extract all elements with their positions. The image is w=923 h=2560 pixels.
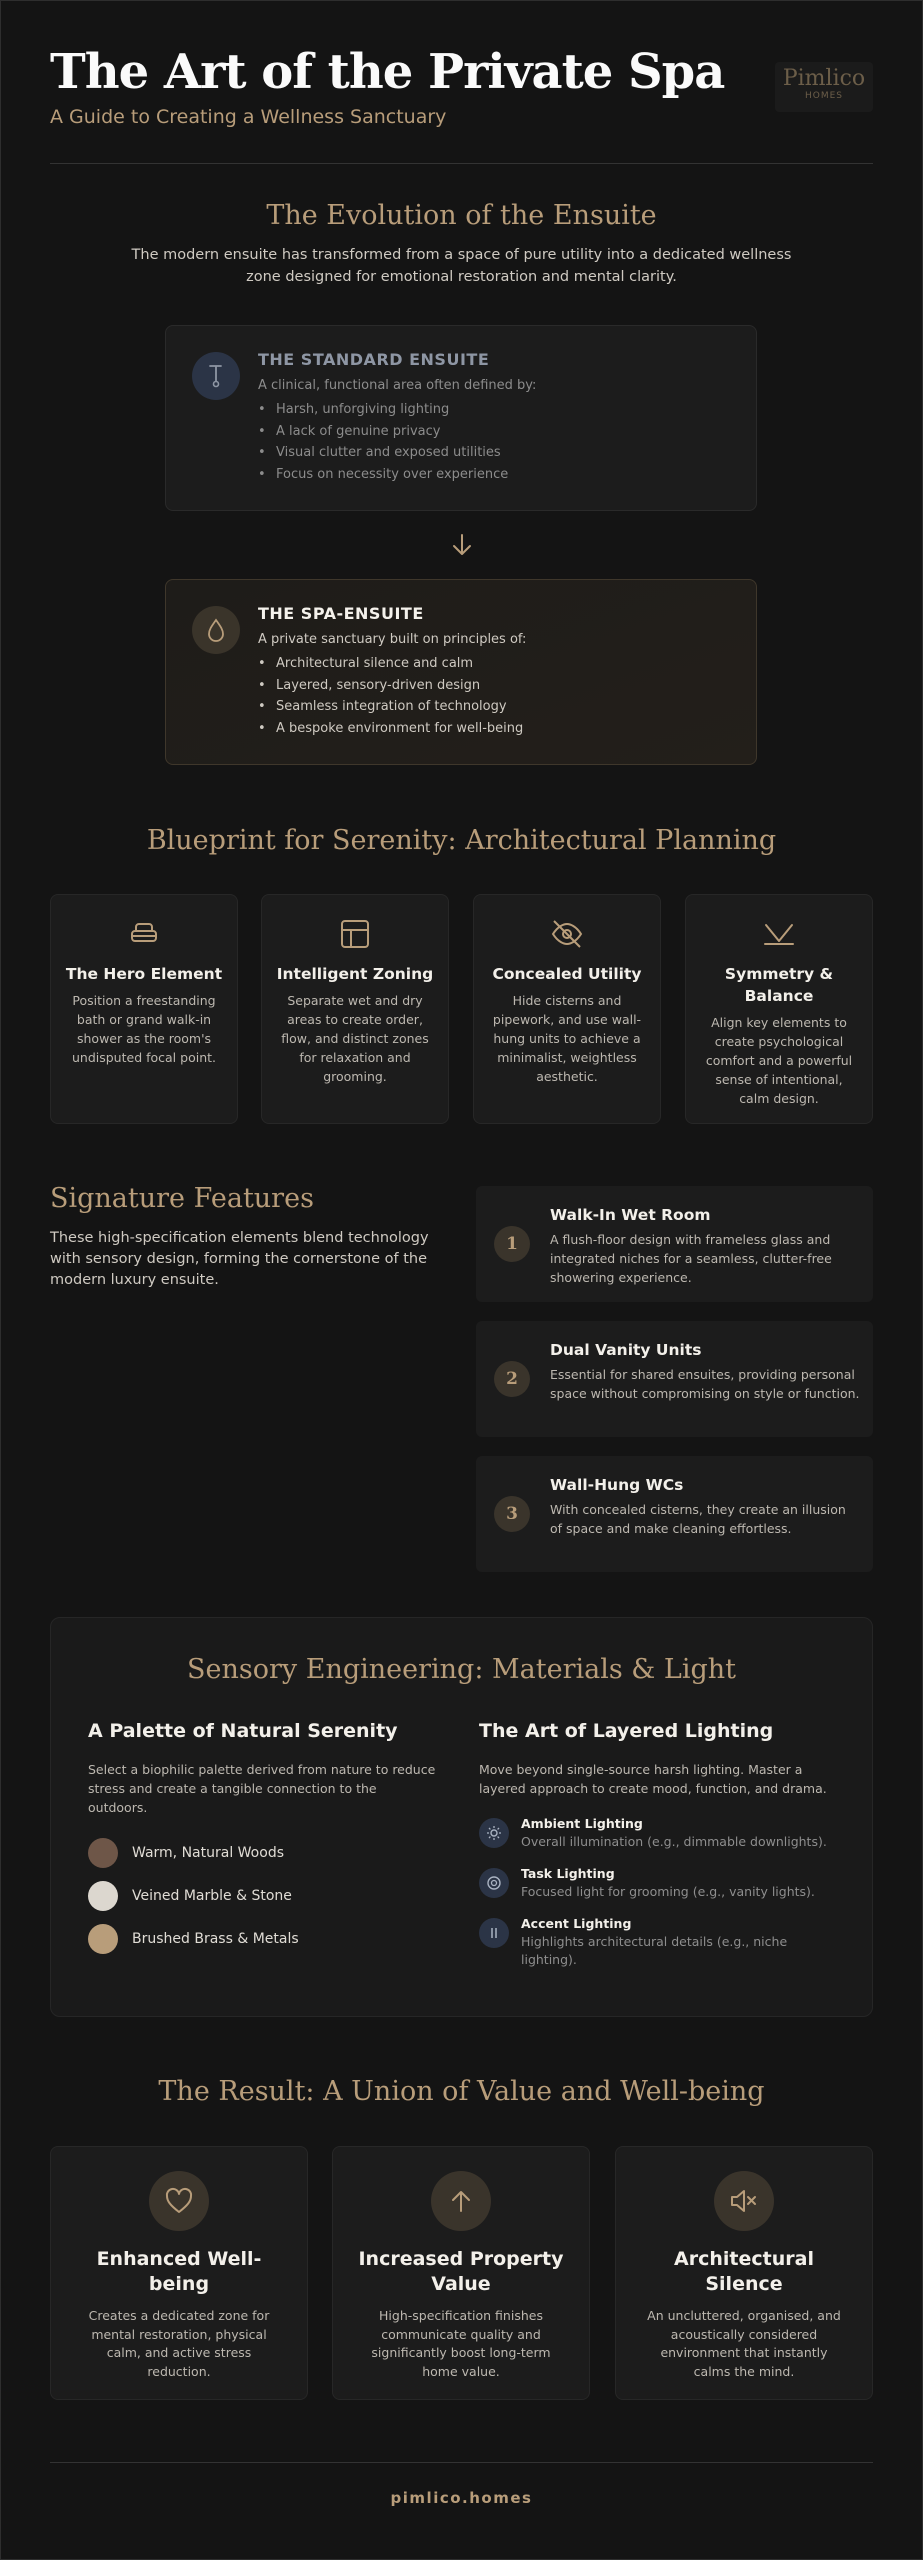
result-card-title: Enhanced Well-being — [96, 2248, 262, 2295]
blueprint-card — [261, 894, 449, 1124]
lighting-layer-text: Overall illumination (e.g., dimmable downlights). — [521, 1834, 827, 1849]
swatch-brass — [88, 1924, 118, 1954]
swatch-item — [88, 1874, 438, 1917]
palette-heading: A Palette of Natural Serenity — [88, 1720, 398, 1742]
list-item: • A lack of genuine privacy — [258, 421, 738, 443]
spa-ensuite-list — [258, 653, 738, 739]
palette-description: Select a biophilic palette derived from nature to reduce stress and create a tangible connection to the outdoors. — [88, 1762, 436, 1815]
logo-name: Pimlico — [782, 66, 866, 91]
logo-sub: HOMES — [804, 91, 844, 101]
feature-title: Wall-Hung WCs — [550, 1476, 684, 1494]
feature-number: 3 — [494, 1496, 530, 1532]
blueprint-card-text: Separate wet and dry areas to create order, flow, and distinct zones for relaxation and grooming. — [281, 993, 429, 1084]
section-title-blueprint: Blueprint for Serenity: Architectural Planning — [146, 825, 777, 856]
sun-icon — [479, 1818, 509, 1848]
palette-column — [88, 1720, 438, 1960]
blueprint-card — [473, 894, 661, 1124]
accent-light-icon — [479, 1918, 509, 1948]
result-card — [50, 2146, 308, 2400]
lighting-layer-text: Highlights architectural details (e.g., niche lighting). — [521, 1934, 788, 1967]
spa-ensuite-heading: THE SPA-ENSUITE — [258, 604, 424, 623]
list-item: • Harsh, unforgiving lighting — [258, 399, 738, 421]
swatch-item — [88, 1917, 438, 1960]
standard-ensuite-list — [258, 399, 738, 485]
sensory-panel — [50, 1617, 873, 2017]
spa-ensuite-intro: A private sanctuary built on principles of: — [258, 632, 527, 647]
water-drop-icon — [192, 606, 240, 654]
blueprint-card-title: Intelligent Zoning — [276, 965, 434, 983]
swatch-wood — [88, 1838, 118, 1868]
bath-icon — [127, 917, 161, 951]
list-item: • Focus on necessity over experience — [258, 464, 738, 486]
heart-icon — [149, 2171, 209, 2231]
feature-card — [476, 1321, 873, 1437]
blueprint-card-title: Concealed Utility — [492, 965, 642, 983]
section-title-sensory: Sensory Engineering: Materials & Light — [187, 1654, 736, 1685]
result-card-text: An uncluttered, organised, and acoustically considered environment that instantly calms the mind. — [647, 2308, 841, 2379]
swatch-label: Brushed Brass & Metals — [132, 1930, 299, 1947]
section-title-signature: Signature Features — [50, 1183, 314, 1214]
blueprint-card-title: The Hero Element — [65, 965, 223, 983]
mute-icon — [714, 2171, 774, 2231]
lighting-layer-text: Focused light for grooming (e.g., vanity lights). — [521, 1884, 815, 1899]
feature-title: Walk-In Wet Room — [550, 1206, 711, 1224]
list-item: • Architectural silence and calm — [258, 653, 738, 675]
blueprint-card — [685, 894, 873, 1124]
section-title-evolution: The Evolution of the Ensuite — [266, 200, 657, 231]
blueprint-card — [50, 894, 238, 1124]
arrow-up-icon — [431, 2171, 491, 2231]
result-card-text: Creates a dedicated zone for mental restoration, physical calm, and active stress reduction. — [88, 2308, 270, 2379]
blueprint-card-title: Symmetry & Balance — [724, 965, 834, 1005]
feature-card — [476, 1186, 873, 1302]
footer-link[interactable]: pimlico.homes — [390, 2489, 533, 2507]
result-card — [615, 2146, 873, 2400]
result-card-text: High-specification finishes communicate quality and significantly boost long-term home value. — [371, 2308, 551, 2379]
balance-icon — [762, 917, 796, 951]
spotlight-icon — [479, 1868, 509, 1898]
blueprint-card-text: Position a freestanding bath or grand walk-in shower as the room's undisputed focal point. — [71, 993, 216, 1065]
eye-off-icon — [550, 917, 584, 951]
feature-text: With concealed cisterns, they create an illusion of space and make cleaning effortless. — [550, 1502, 846, 1536]
lighting-layer — [479, 1866, 829, 1916]
lighting-layer — [479, 1816, 829, 1866]
swatch-marble — [88, 1881, 118, 1911]
swatch-label: Warm, Natural Woods — [132, 1844, 284, 1861]
shower-icon — [192, 352, 240, 400]
lighting-layer-title: Task Lighting — [521, 1866, 615, 1881]
feature-title: Dual Vanity Units — [550, 1341, 702, 1359]
result-card-title: Architectural Silence — [674, 2248, 814, 2295]
lighting-heading: The Art of Layered Lighting — [479, 1720, 774, 1742]
lighting-layer — [479, 1916, 829, 1966]
brand-logo[interactable] — [775, 62, 873, 112]
page-subtitle: A Guide to Creating a Wellness Sanctuary — [50, 106, 447, 128]
spa-ensuite-card — [165, 579, 757, 765]
feature-text: Essential for shared ensuites, providing personal space without compromising on style or function. — [550, 1367, 860, 1401]
standard-ensuite-heading: THE STANDARD ENSUITE — [258, 350, 490, 369]
list-item: • Layered, sensory-driven design — [258, 675, 738, 697]
standard-ensuite-intro: A clinical, functional area often defined by: — [258, 378, 537, 393]
lighting-layer-title: Ambient Lighting — [521, 1816, 643, 1831]
section-desc-signature: These high-specification elements blend technology with sensory design, forming the cornerstone of the modern luxury ensuite. — [50, 1230, 429, 1288]
lighting-column — [479, 1720, 829, 1966]
feature-card — [476, 1456, 873, 1572]
feature-text: A flush-floor design with frameless glass and integrated niches for a seamless, clutter-free showering experience. — [550, 1232, 832, 1285]
standard-ensuite-card — [165, 325, 757, 511]
result-card — [332, 2146, 590, 2400]
blueprint-card-text: Hide cisterns and pipework, and use wall-hung units to achieve a minimalist, weightless aesthetic. — [492, 993, 642, 1084]
feature-number: 2 — [494, 1361, 530, 1397]
swatch-item — [88, 1831, 438, 1874]
lighting-layer-title: Accent Lighting — [521, 1916, 632, 1931]
swatch-label: Veined Marble & Stone — [132, 1887, 292, 1904]
section-title-result: The Result: A Union of Value and Well-being — [158, 2076, 765, 2107]
footer-divider — [50, 2462, 873, 2463]
feature-number: 1 — [494, 1226, 530, 1262]
list-item: • Visual clutter and exposed utilities — [258, 442, 738, 464]
page-title: The Art of the Private Spa — [50, 44, 725, 100]
result-card-title: Increased Property Value — [358, 2248, 564, 2295]
list-item: • Seamless integration of technology — [258, 696, 738, 718]
header — [50, 44, 873, 164]
layout-icon — [338, 917, 372, 951]
lighting-description: Move beyond single-source harsh lighting. Master a layered approach to create mood, function, and drama. — [479, 1762, 827, 1796]
arrow-down-icon — [449, 532, 475, 558]
list-item: • A bespoke environment for well-being — [258, 718, 738, 740]
blueprint-card-text: Align key elements to create psychological comfort and a powerful sense of intentional, calm design. — [705, 1015, 853, 1106]
section-desc-evolution: The modern ensuite has transformed from a space of pure utility into a dedicated wellness zone designed for emotional restoration and mental clarity. — [131, 247, 792, 285]
